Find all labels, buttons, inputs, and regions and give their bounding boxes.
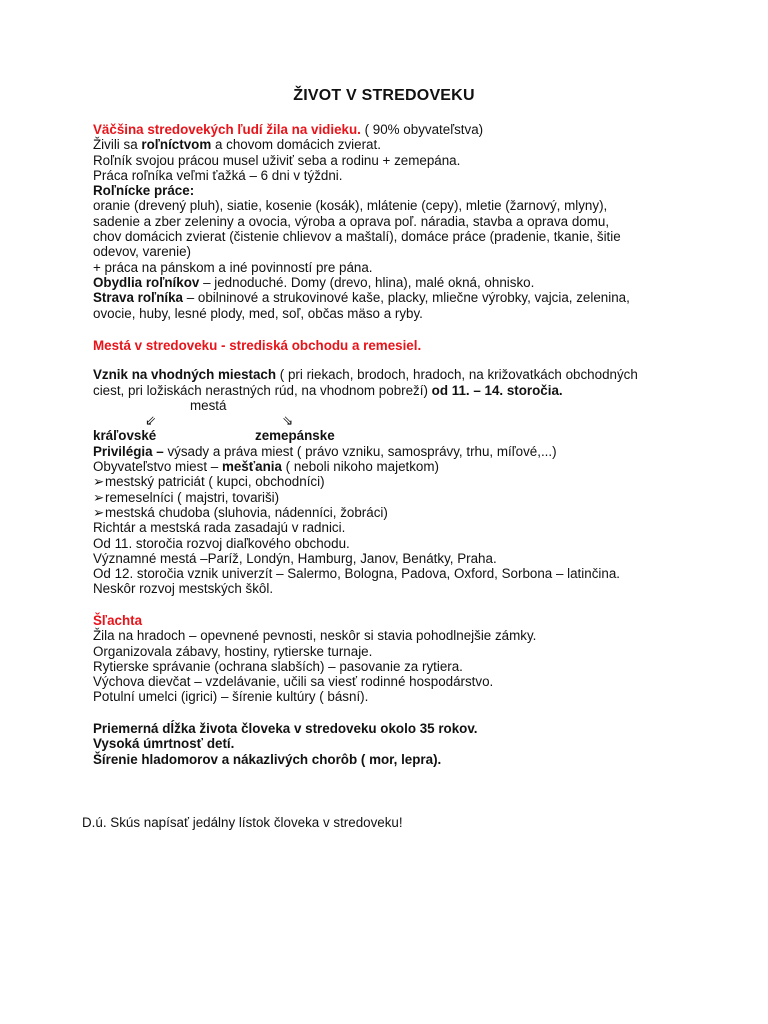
text-line: oranie (drevený pluh), siatie, kosenie (kosák), mlátenie (cepy), mletie (žarnový, mlyny), [93,198,608,214]
text-line: Významné mestá –Paríž, Londýn, Hamburg, Janov, Benátky, Praha. [93,550,497,566]
bold-term: mešťania [221,459,282,475]
bullet-arrow-icon: ➢ [93,489,105,505]
text-span: – jednoduché. Domy (drevo, hlina), malé okná, ohnisko. [199,274,535,290]
text-span: ciest, pri ložiskách nerastných rúd, na vhodnom pobreží) [93,382,432,398]
summary-line: Šírenie hladomorov a nákazlivých chorôb ( mor, lepra). [93,751,442,767]
bold-term: Vznik na vhodných miestach [93,367,277,383]
text-line [93,367,703,382]
section-summary [93,721,703,767]
summary-line: Priemerná dĺžka života človeka v stredoveku okolo 35 rokov. [93,721,478,736]
text-line [93,383,703,398]
text-line [93,444,703,459]
section-nobility [93,613,703,705]
towns-diagram-label-row [93,398,703,413]
text-span: Živili sa [93,137,142,153]
text-line: ovocie, huby, lesné plody, med, soľ, občas mäso a ryby. [93,305,423,321]
text-line: Richtár a mestská rada zasadajú v radnici. [93,520,346,536]
text-line: Rytierske správanie (ochrana slabších) – pasovanie za rytiera. [93,658,463,674]
list-item [93,505,703,520]
royal-towns-label: kráľovské [93,428,157,444]
text-line: odevov, varenie) [93,244,192,260]
text-line: Roľník svojou prácou musel uživiť seba a rodinu + zemepána. [93,152,461,168]
bold-term: od 11. – 14. storočia. [431,382,563,398]
bullet-arrow-icon: ➢ [93,504,105,520]
text-line: Výchova dievčat – vzdelávanie, učili sa viesť rodinné hospodárstvo. [93,674,494,690]
intro-highlight: Väčšina stredovekých ľudí žila na vidieku. [93,122,361,137]
text-span: ( pri riekach, brodoch, hradoch, na križovatkách obchodných [276,367,638,383]
towns-arrow-row [93,413,703,428]
town-types-row [93,428,703,443]
section-peasants [93,122,703,321]
text-span: ( neboli nikoho majetkom) [281,459,439,475]
list-item [93,474,703,489]
text-line: sadenie a zber zeleniny a ovocia, výroba a oprava poľ. náradia, stavba a oprava domu, [93,213,610,229]
homework-note: D.ú. Skús napísať jedálny lístok človeka v stredoveku! [82,815,403,830]
arrow-down-right-icon: ⇘ [282,413,294,429]
bold-term: Obydlia roľníkov [93,274,200,290]
text-line [93,275,703,290]
section-heading: Mestá v stredoveku - strediská obchodu a remesiel. [93,338,422,353]
summary-line: Vysoká úmrtnosť detí. [93,736,235,752]
section-heading: Šľachta [93,613,143,628]
text-line: Od 11. storočia rozvoj diaľkového obchodu. [93,535,350,551]
spacer [93,353,703,367]
list-item-text: mestský patriciát ( kupci, obchodníci) [105,474,325,490]
text-line: chov domácich zvierat (čistenie chlievov a maštalí), domáce práce (pradenie, tkanie, šitie [93,229,621,245]
bold-term: roľníctvom [141,137,212,153]
text-span: Obyvateľstvo miest – [93,459,222,475]
intro-rest: ( 90% obyvateľstva) [360,122,484,137]
text-line: Práca roľníka veľmi ťažká – 6 dni v týždni. [93,167,343,183]
list-item [93,490,703,505]
text-span: výsady a práva miest ( právo vzniku, samosprávy, trhu, míľové,...) [163,443,557,459]
text-line: Žila na hradoch – opevnené pevnosti, neskôr si stavia pohodlnejšie zámky. [93,628,537,644]
text-line: Potulní umelci (igrici) – šírenie kultúry ( básní). [93,689,369,705]
section-towns [93,338,703,597]
lord-towns-label: zemepánske [255,428,335,444]
text-line [93,137,703,152]
text-line: Organizovala zábavy, hostiny, rytierske turnaje. [93,643,373,659]
intro-line [93,122,703,137]
text-span: a chovom domácich zvierat. [211,137,381,153]
text-line: + práca na pánskom a iné povinností pre pána. [93,259,373,275]
text-line: Neskôr rozvoj mestských škôl. [93,581,274,597]
page-title: ŽIVOT V STREDOVEKU [293,87,475,104]
bold-term: Strava roľníka [93,290,184,306]
bullet-arrow-icon: ➢ [93,474,105,490]
text-span: – obilninové a strukovinové kaše, placky, mliečne výrobky, vajcia, zelenina, [183,290,630,306]
towns-label: mestá [190,397,227,413]
subheading: Roľnícke práce: [93,183,195,199]
arrow-down-left-icon: ⇙ [145,413,157,429]
text-line [93,290,703,305]
list-item-text: mestská chudoba (sluhovia, nádenníci, žobráci) [105,504,388,520]
text-line: Od 12. storočia vznik univerzít – Salermo, Bologna, Padova, Oxford, Sorbona – latinčina. [93,566,620,582]
text-line [93,459,703,474]
list-item-text: remeselníci ( majstri, tovariši) [105,489,280,505]
bold-term: Privilégia – [93,443,164,459]
